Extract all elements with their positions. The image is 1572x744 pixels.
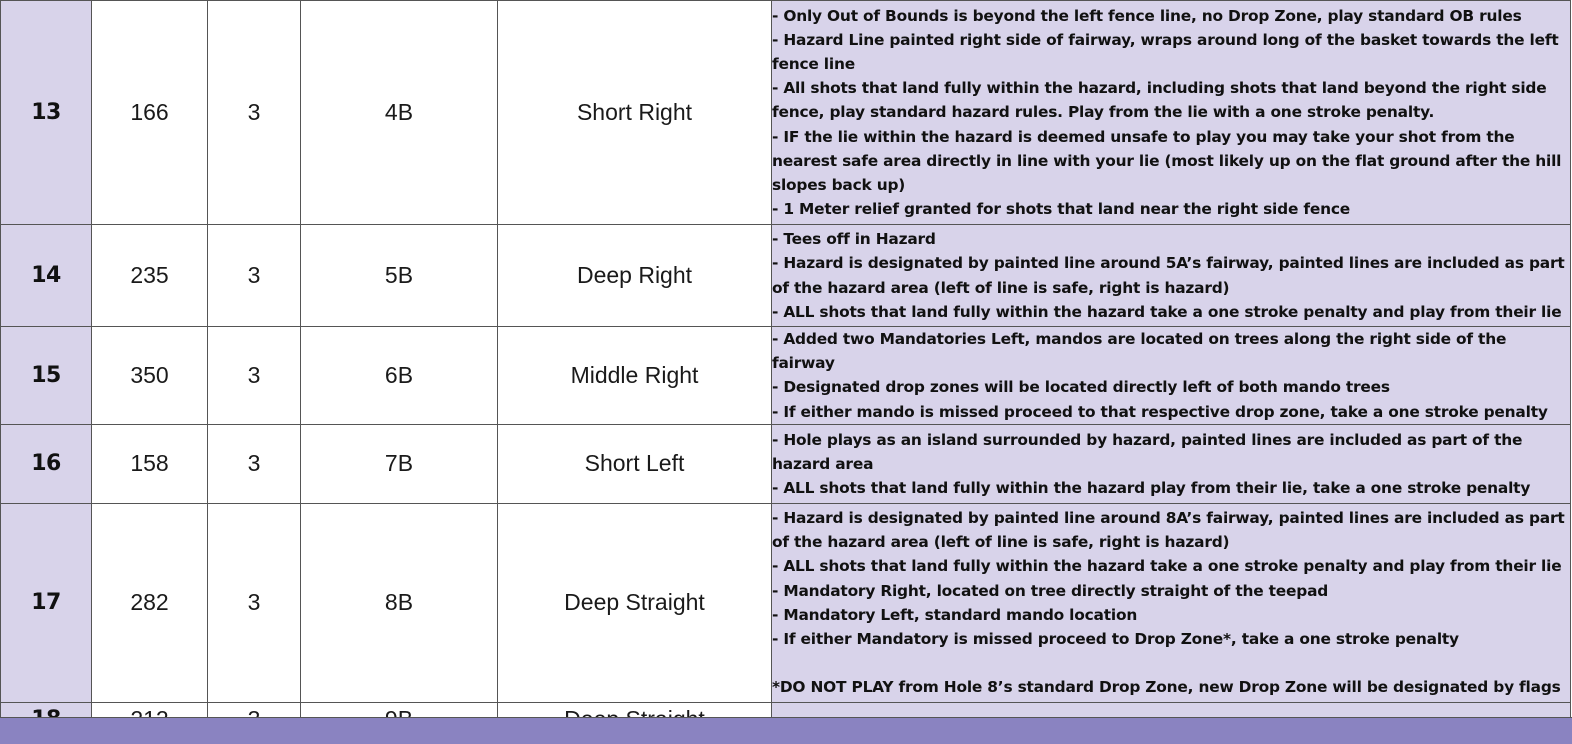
rules-cell bbox=[772, 424, 1571, 503]
rules-cell bbox=[772, 327, 1571, 425]
pin-position-cell: Middle Right bbox=[498, 327, 772, 425]
table-row-hole-17 bbox=[1, 503, 1571, 702]
table-row-hole-16 bbox=[1, 424, 1571, 503]
par-cell: 3 bbox=[208, 503, 301, 702]
rule-line: - ALL shots that land fully within the hazard take a one stroke penalty and play from their lie bbox=[772, 557, 1562, 576]
basket-cell: 7B bbox=[301, 424, 498, 503]
hole-number-cell: 17 bbox=[1, 503, 92, 702]
rule-line: - Tees off in Hazard bbox=[772, 230, 936, 249]
hole-number-cell: 15 bbox=[1, 327, 92, 425]
table-row-hole-13 bbox=[1, 1, 1571, 225]
distance-cell: 158 bbox=[92, 424, 208, 503]
pin-position-cell: Short Right bbox=[498, 1, 772, 225]
rule-line: - Hazard is designated by painted line around 5A’s fairway, painted lines are included as part of the hazard area (left of line is safe, right is hazard) bbox=[772, 254, 1565, 297]
par-cell: 3 bbox=[208, 1, 301, 225]
hole-number-cell: 16 bbox=[1, 424, 92, 503]
pin-position-cell: Short Left bbox=[498, 424, 772, 503]
pin-position-cell: Deep Right bbox=[498, 225, 772, 327]
par-cell: 3 bbox=[208, 424, 301, 503]
rule-line: - All shots that land fully within the hazard, including shots that land beyond the right side fence, play standard hazard rules. Play from the lie with a one stroke penalty. bbox=[772, 79, 1547, 122]
rules-cell bbox=[772, 1, 1571, 225]
rule-spacer bbox=[772, 651, 1570, 675]
hole-number-cell: 14 bbox=[1, 225, 92, 327]
table-row-hole-15 bbox=[1, 327, 1571, 425]
basket-cell: 6B bbox=[301, 327, 498, 425]
distance-cell: 282 bbox=[92, 503, 208, 702]
rule-line: - IF the lie within the hazard is deemed unsafe to play you may take your shot from the nearest safe area directly in line with your lie (most likely up on the flat ground after the hill slopes back up) bbox=[772, 127, 1562, 194]
footer-band bbox=[0, 717, 1572, 744]
rule-line: - 1 Meter relief granted for shots that land near the right side fence bbox=[772, 200, 1350, 219]
rule-line: - If either mando is missed proceed to that respective drop zone, take a one stroke penalty bbox=[772, 402, 1548, 421]
hole-number-cell: 13 bbox=[1, 1, 92, 225]
basket-cell: 4B bbox=[301, 1, 498, 225]
table-row-hole-14 bbox=[1, 225, 1571, 327]
distance-cell: 166 bbox=[92, 1, 208, 225]
distance-cell: 350 bbox=[92, 327, 208, 425]
rule-line: - ALL shots that land fully within the hazard take a one stroke penalty and play from their lie bbox=[772, 302, 1562, 321]
basket-cell: 5B bbox=[301, 225, 498, 327]
par-cell: 3 bbox=[208, 225, 301, 327]
rule-line: - Hazard Line painted right side of fairway, wraps around long of the basket towards the left fence line bbox=[772, 30, 1559, 73]
rule-line: - Added two Mandatories Left, mandos are located on trees along the right side of the fairway bbox=[772, 330, 1507, 373]
rule-line: - Designated drop zones will be located directly left of both mando trees bbox=[772, 378, 1390, 397]
rule-line: - If either Mandatory is missed proceed to Drop Zone*, take a one stroke penalty bbox=[772, 630, 1459, 649]
distance-cell: 235 bbox=[92, 225, 208, 327]
rule-line: - Hazard is designated by painted line around 8A’s fairway, painted lines are included as part of the hazard area (left of line is safe, right is hazard) bbox=[772, 509, 1565, 552]
pin-position-cell: Deep Straight bbox=[498, 503, 772, 702]
rule-line: - ALL shots that land fully within the hazard play from their lie, take a one stroke penalty bbox=[772, 478, 1531, 497]
rule-note: *DO NOT PLAY from Hole 8’s standard Drop Zone, new Drop Zone will be designated by flags bbox=[772, 678, 1561, 697]
rule-line: - Mandatory Right, located on tree directly straight of the teepad bbox=[772, 581, 1329, 600]
basket-cell: 8B bbox=[301, 503, 498, 702]
rules-cell bbox=[772, 225, 1571, 327]
rule-line: - Mandatory Left, standard mando location bbox=[772, 605, 1138, 624]
rules-cell bbox=[772, 503, 1571, 702]
rule-line: - Only Out of Bounds is beyond the left fence line, no Drop Zone, play standard OB rules bbox=[772, 6, 1522, 25]
par-cell: 3 bbox=[208, 327, 301, 425]
rule-line: - Hole plays as an island surrounded by hazard, painted lines are included as part of the hazard area bbox=[772, 430, 1523, 473]
